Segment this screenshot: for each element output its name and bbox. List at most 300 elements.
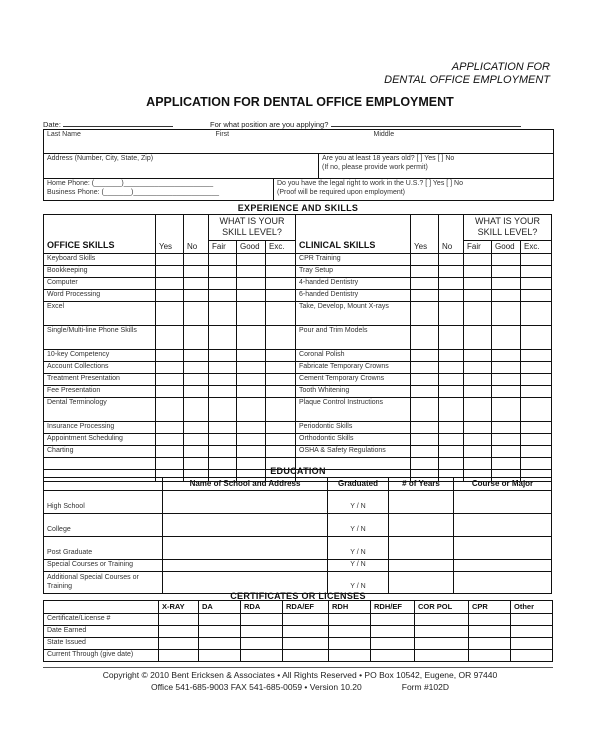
certificate-col-header: Other (511, 601, 553, 614)
education-row (44, 537, 552, 560)
office-skill-label: 10-key Competency (44, 349, 156, 361)
clinical-skill-label: 6-handed Dentistry (296, 289, 411, 301)
skill-checkbox-cell[interactable] (184, 385, 209, 397)
skill-checkbox-cell[interactable] (492, 361, 521, 373)
certificate-cell[interactable] (241, 638, 283, 650)
education-col-header: Course or Major (454, 478, 552, 491)
certificate-cell[interactable] (241, 626, 283, 638)
years-cell[interactable] (389, 571, 454, 593)
date-field[interactable] (43, 120, 173, 129)
header-line2: DENTAL OFFICE EMPLOYMENT (384, 74, 550, 86)
skill-checkbox-cell[interactable] (464, 301, 492, 325)
skill-checkbox-cell[interactable] (439, 325, 464, 349)
skill-checkbox-cell[interactable] (266, 385, 296, 397)
skill-checkbox-cell[interactable] (521, 397, 552, 421)
course-cell[interactable] (454, 560, 552, 572)
certificate-cell[interactable] (199, 614, 241, 626)
skill-checkbox-cell[interactable] (521, 349, 552, 361)
skill-checkbox-cell[interactable] (411, 385, 439, 397)
skill-checkbox-cell[interactable] (439, 253, 464, 265)
skill-checkbox-cell[interactable] (184, 433, 209, 445)
graduated-cell[interactable]: Y / N (328, 491, 389, 514)
skill-checkbox-cell[interactable] (411, 445, 439, 457)
skill-checkbox-cell[interactable] (237, 253, 266, 265)
skill-checkbox-cell[interactable] (464, 361, 492, 373)
business-phone: Business Phone: (_______)______________________ (47, 188, 220, 196)
certificate-cell[interactable] (159, 638, 199, 650)
education-col-header: Name of School and Address (163, 478, 328, 491)
skill-checkbox-cell[interactable] (464, 433, 492, 445)
certificate-cell[interactable] (371, 614, 415, 626)
certificate-cell[interactable] (415, 638, 469, 650)
skill-checkbox-cell[interactable] (492, 253, 521, 265)
clinical-skill-label: Periodontic Skills (296, 421, 411, 433)
skill-checkbox-cell[interactable] (492, 277, 521, 289)
clinical-skill-label: Fabricate Temporary Crowns (296, 361, 411, 373)
skill-checkbox-cell[interactable] (184, 421, 209, 433)
education-row (44, 491, 552, 514)
no-header: No (439, 215, 464, 254)
clinical-skill-label: Pour and Trim Models (296, 325, 411, 349)
skill-checkbox-cell[interactable] (184, 289, 209, 301)
skill-checkbox-cell[interactable] (492, 373, 521, 385)
skill-checkbox-cell[interactable] (237, 265, 266, 277)
certificate-cell[interactable] (283, 650, 329, 662)
skill-checkbox-cell[interactable] (184, 265, 209, 277)
page-title: APPLICATION FOR DENTAL OFFICE EMPLOYMENT (146, 95, 454, 109)
skill-checkbox-cell[interactable] (156, 277, 184, 289)
skill-row (44, 373, 552, 385)
skill-checkbox-cell[interactable] (492, 265, 521, 277)
education-level-label: High School (44, 491, 163, 514)
certificate-row (44, 638, 553, 650)
office-skill-label: Dental Terminology (44, 397, 156, 421)
certificate-col-header: DA (199, 601, 241, 614)
certificate-col-header: COR POL (415, 601, 469, 614)
skill-checkbox-cell[interactable] (464, 421, 492, 433)
office-skill-label: Appointment Scheduling (44, 433, 156, 445)
skill-checkbox-cell[interactable] (156, 361, 184, 373)
skill-checkbox-cell[interactable] (411, 433, 439, 445)
skill-checkbox-cell[interactable] (209, 289, 237, 301)
certificate-cell[interactable] (329, 650, 371, 662)
school-name-cell[interactable] (163, 571, 328, 593)
skill-checkbox-cell[interactable] (411, 265, 439, 277)
skill-checkbox-cell[interactable] (209, 253, 237, 265)
personal-info-table (43, 129, 554, 201)
middle-name-label: Middle (373, 131, 395, 138)
address-field[interactable]: Address (Number, City, State, Zip) (44, 154, 319, 179)
skill-checkbox-cell[interactable] (237, 301, 266, 325)
skill-checkbox-cell[interactable] (439, 301, 464, 325)
skill-row (44, 349, 552, 361)
skill-checkbox-cell[interactable] (156, 253, 184, 265)
certificate-cell[interactable] (199, 650, 241, 662)
skill-checkbox-cell[interactable] (266, 361, 296, 373)
skill-checkbox-cell[interactable] (237, 373, 266, 385)
skill-checkbox-cell[interactable] (156, 265, 184, 277)
skill-checkbox-cell[interactable] (439, 349, 464, 361)
certificate-cell[interactable] (199, 626, 241, 638)
certificate-cell[interactable] (371, 638, 415, 650)
skill-checkbox-cell[interactable] (492, 445, 521, 457)
education-level-label: College (44, 514, 163, 537)
course-cell[interactable] (454, 514, 552, 537)
skill-checkbox-cell[interactable] (184, 277, 209, 289)
certificate-cell[interactable] (511, 638, 553, 650)
good-header: Good (492, 240, 521, 253)
skill-checkbox-cell[interactable] (209, 349, 237, 361)
education-header-row (44, 478, 552, 491)
education-table (43, 477, 552, 594)
course-cell[interactable] (454, 537, 552, 560)
skill-checkbox-cell[interactable] (439, 361, 464, 373)
certificate-row (44, 626, 553, 638)
position-field[interactable] (210, 120, 521, 129)
skill-checkbox-cell[interactable] (521, 361, 552, 373)
skill-checkbox-cell[interactable] (411, 253, 439, 265)
skill-checkbox-cell[interactable] (266, 265, 296, 277)
skill-checkbox-cell[interactable] (156, 445, 184, 457)
school-name-cell[interactable] (163, 491, 328, 514)
clinical-skill-label: Take, Develop, Mount X-rays (296, 301, 411, 325)
office-skill-label: Charting (44, 445, 156, 457)
skill-checkbox-cell[interactable] (439, 397, 464, 421)
skill-checkbox-cell[interactable] (439, 433, 464, 445)
skill-checkbox-cell[interactable] (156, 325, 184, 349)
age-note: (If no, please provide work permit) (322, 163, 428, 171)
skill-checkbox-cell[interactable] (521, 385, 552, 397)
skill-checkbox-cell[interactable] (411, 397, 439, 421)
office-skill-label: Fee Presentation (44, 385, 156, 397)
certificate-cell[interactable] (283, 614, 329, 626)
certificate-cell[interactable] (329, 614, 371, 626)
clinical-skill-label: Tooth Whitening (296, 385, 411, 397)
certificate-col-header: RDA (241, 601, 283, 614)
certificate-cell[interactable] (469, 626, 511, 638)
skill-checkbox-cell[interactable] (411, 373, 439, 385)
clinical-skill-label: Cement Temporary Crowns (296, 373, 411, 385)
skill-checkbox-cell[interactable] (521, 373, 552, 385)
certificate-cell[interactable] (371, 650, 415, 662)
skill-checkbox-cell[interactable] (521, 265, 552, 277)
skill-checkbox-cell[interactable] (521, 421, 552, 433)
clinical-skill-label: Coronal Polish (296, 349, 411, 361)
skill-checkbox-cell[interactable] (492, 421, 521, 433)
age-question[interactable] (319, 154, 554, 179)
certificate-cell[interactable] (241, 650, 283, 662)
skill-checkbox-cell[interactable] (266, 349, 296, 361)
skill-checkbox-cell[interactable] (521, 277, 552, 289)
skill-checkbox-cell[interactable] (156, 397, 184, 421)
skill-checkbox-cell[interactable] (492, 325, 521, 349)
age-q: Are you at least 18 years old? [ ] Yes [ ] No (322, 155, 455, 162)
certificate-cell[interactable] (415, 626, 469, 638)
position-label: For what position are you applying? (210, 120, 329, 129)
skill-checkbox-cell[interactable] (266, 433, 296, 445)
skill-checkbox-cell[interactable] (237, 445, 266, 457)
education-col-header: # of Years (389, 478, 454, 491)
skill-checkbox-cell[interactable] (184, 445, 209, 457)
skill-checkbox-cell[interactable] (237, 277, 266, 289)
skill-checkbox-cell[interactable] (266, 421, 296, 433)
certificate-col-header: RDH/EF (371, 601, 415, 614)
yes-header: Yes (411, 215, 439, 254)
certificate-cell[interactable] (415, 614, 469, 626)
certificate-cell[interactable] (283, 626, 329, 638)
years-cell[interactable] (389, 560, 454, 572)
skill-checkbox-cell[interactable] (492, 301, 521, 325)
skill-checkbox-cell[interactable] (464, 445, 492, 457)
certificate-row (44, 650, 553, 662)
skill-checkbox-cell[interactable] (411, 277, 439, 289)
skill-checkbox-cell[interactable] (237, 361, 266, 373)
certificate-row-label: Date Earned (44, 626, 159, 638)
skill-checkbox-cell[interactable] (464, 325, 492, 349)
education-col-header (44, 478, 163, 491)
skill-checkbox-cell[interactable] (492, 289, 521, 301)
clinical-skill-label: CPR Training (296, 253, 411, 265)
skill-checkbox-cell[interactable] (156, 301, 184, 325)
skill-checkbox-cell[interactable] (209, 265, 237, 277)
skill-checkbox-cell[interactable] (411, 361, 439, 373)
office-skills-header: OFFICE SKILLS (44, 215, 156, 254)
clinical-skill-label: Tray Setup (296, 265, 411, 277)
footer-copyright: Copyright © 2010 Bent Ericksen & Associates • All Rights Reserved • PO Box 10542, Eugene, OR 97440 (102, 670, 498, 680)
clinical-skill-label: Plaque Control Instructions (296, 397, 411, 421)
skill-checkbox-cell[interactable] (237, 349, 266, 361)
skill-row (44, 385, 552, 397)
phone-fields[interactable] (44, 179, 274, 201)
certificate-cell[interactable] (329, 638, 371, 650)
skill-checkbox-cell[interactable] (492, 397, 521, 421)
education-row (44, 560, 552, 572)
name-field[interactable] (44, 130, 554, 154)
skill-checkbox-cell[interactable] (209, 301, 237, 325)
skill-row (44, 361, 552, 373)
skill-checkbox-cell[interactable] (439, 265, 464, 277)
skill-checkbox-cell[interactable] (209, 397, 237, 421)
certificate-cell[interactable] (241, 614, 283, 626)
skill-checkbox-cell[interactable] (464, 349, 492, 361)
office-skill-label: Insurance Processing (44, 421, 156, 433)
graduated-cell[interactable]: Y / N (328, 560, 389, 572)
skill-checkbox-cell[interactable] (521, 445, 552, 457)
skill-checkbox-cell[interactable] (156, 289, 184, 301)
certificate-cell[interactable] (283, 638, 329, 650)
certificate-cell[interactable] (159, 626, 199, 638)
skill-checkbox-cell[interactable] (464, 265, 492, 277)
certificate-cell[interactable] (511, 650, 553, 662)
education-level-label: Special Courses or Training (44, 560, 163, 572)
skill-checkbox-cell[interactable] (411, 349, 439, 361)
certificate-col-header: RDA/EF (283, 601, 329, 614)
certificate-cell[interactable] (371, 626, 415, 638)
education-row (44, 571, 552, 593)
skill-checkbox-cell[interactable] (464, 397, 492, 421)
skill-checkbox-cell[interactable] (439, 421, 464, 433)
skill-checkbox-cell[interactable] (156, 421, 184, 433)
certificate-col-header: CPR (469, 601, 511, 614)
certificate-cell[interactable] (415, 650, 469, 662)
legal-q: Do you have the legal right to work in the U.S.? [ ] Yes [ ] No (277, 180, 463, 187)
skill-checkbox-cell[interactable] (156, 373, 184, 385)
skill-checkbox-cell[interactable] (521, 301, 552, 325)
certificates-heading: CERTIFICATES OR LICENSES (230, 591, 366, 601)
skill-checkbox-cell[interactable] (464, 385, 492, 397)
skill-checkbox-cell[interactable] (266, 301, 296, 325)
graduated-cell[interactable]: Y / N (328, 537, 389, 560)
skill-checkbox-cell[interactable] (237, 397, 266, 421)
no-header: No (184, 215, 209, 254)
skill-row (44, 397, 552, 421)
education-heading: EDUCATION (270, 466, 326, 476)
skill-checkbox-cell[interactable] (209, 385, 237, 397)
skill-checkbox-cell[interactable] (209, 445, 237, 457)
good-header: Good (237, 240, 266, 253)
course-cell[interactable] (454, 571, 552, 593)
school-name-cell[interactable] (163, 537, 328, 560)
certificate-cell[interactable] (511, 614, 553, 626)
skill-checkbox-cell[interactable] (156, 433, 184, 445)
yes-header: Yes (156, 215, 184, 254)
skill-checkbox-cell[interactable] (266, 397, 296, 421)
certificate-cell[interactable] (511, 626, 553, 638)
exc-header: Exc. (521, 240, 552, 253)
course-cell[interactable] (454, 491, 552, 514)
skill-checkbox-cell[interactable] (184, 349, 209, 361)
skill-checkbox-cell[interactable] (411, 301, 439, 325)
certificate-row-label: State Issued (44, 638, 159, 650)
skill-checkbox-cell[interactable] (266, 445, 296, 457)
skill-checkbox-cell[interactable] (156, 349, 184, 361)
certificate-cell[interactable] (469, 614, 511, 626)
skill-checkbox-cell[interactable] (237, 421, 266, 433)
certificate-cell[interactable] (199, 638, 241, 650)
office-skill-label: Bookkeeping (44, 265, 156, 277)
skills-table (43, 214, 552, 482)
skill-checkbox-cell[interactable] (184, 325, 209, 349)
legal-question[interactable] (274, 179, 554, 201)
graduated-cell[interactable]: Y / N (328, 514, 389, 537)
skill-checkbox-cell[interactable] (237, 385, 266, 397)
footer-divider (43, 667, 553, 668)
skill-checkbox-cell[interactable] (209, 421, 237, 433)
graduated-cell[interactable]: Y / N (328, 571, 389, 593)
skill-checkbox-cell[interactable] (184, 301, 209, 325)
skill-row (44, 301, 552, 325)
certificates-table (43, 600, 553, 662)
skill-checkbox-cell[interactable] (521, 253, 552, 265)
certificate-cell[interactable] (159, 650, 199, 662)
skill-checkbox-cell[interactable] (521, 433, 552, 445)
clinical-skill-label: OSHA & Safety Regulations (296, 445, 411, 457)
skill-checkbox-cell[interactable] (266, 325, 296, 349)
office-skill-label: Word Processing (44, 289, 156, 301)
skill-checkbox-cell[interactable] (209, 361, 237, 373)
education-level-label: Additional Special Courses or Training (44, 571, 163, 593)
skill-checkbox-cell[interactable] (237, 289, 266, 301)
skill-checkbox-cell[interactable] (464, 373, 492, 385)
skill-checkbox-cell[interactable] (266, 277, 296, 289)
date-label: Date: (43, 120, 61, 129)
skill-checkbox-cell[interactable] (439, 277, 464, 289)
skill-checkbox-cell[interactable] (209, 373, 237, 385)
skill-checkbox-cell[interactable] (521, 289, 552, 301)
certificate-cell[interactable] (469, 650, 511, 662)
skill-checkbox-cell[interactable] (411, 325, 439, 349)
certificate-col-header (44, 601, 159, 614)
certificate-cell[interactable] (329, 626, 371, 638)
skill-row (44, 433, 552, 445)
years-cell[interactable] (389, 537, 454, 560)
skill-checkbox-cell[interactable] (439, 289, 464, 301)
skill-checkbox-cell[interactable] (237, 433, 266, 445)
skill-checkbox-cell[interactable] (492, 433, 521, 445)
education-row (44, 514, 552, 537)
education-col-header: Graduated (328, 478, 389, 491)
years-cell[interactable] (389, 514, 454, 537)
skill-checkbox-cell[interactable] (184, 253, 209, 265)
skill-checkbox-cell[interactable] (492, 385, 521, 397)
legal-note: (Proof will be required upon employment) (277, 188, 406, 196)
office-skill-label: Account Collections (44, 361, 156, 373)
office-skill-label: Excel (44, 301, 156, 325)
certificate-col-header: X-RAY (159, 601, 199, 614)
skill-checkbox-cell[interactable] (439, 385, 464, 397)
skill-row (44, 265, 552, 277)
skill-checkbox-cell[interactable] (464, 253, 492, 265)
years-cell[interactable] (389, 491, 454, 514)
footer-contact (0, 682, 600, 692)
home-phone: Home Phone: (_______)_______________________ (47, 180, 214, 187)
skill-checkbox-cell[interactable] (156, 385, 184, 397)
fair-header: Fair (209, 240, 237, 253)
skill-checkbox-cell[interactable] (184, 361, 209, 373)
skill-checkbox-cell[interactable] (209, 433, 237, 445)
skill-checkbox-cell[interactable] (266, 253, 296, 265)
experience-heading: EXPERIENCE AND SKILLS (237, 203, 359, 213)
certificate-row-label: Current Through (give date) (44, 650, 159, 662)
school-name-cell[interactable] (163, 514, 328, 537)
skill-checkbox-cell[interactable] (209, 277, 237, 289)
skill-checkbox-cell[interactable] (209, 325, 237, 349)
school-name-cell[interactable] (163, 560, 328, 572)
skill-checkbox-cell[interactable] (492, 349, 521, 361)
skill-checkbox-cell[interactable] (464, 277, 492, 289)
skill-checkbox-cell[interactable] (439, 445, 464, 457)
education-level-label: Post Graduate (44, 537, 163, 560)
skill-checkbox-cell[interactable] (411, 289, 439, 301)
skill-row (44, 445, 552, 457)
skill-checkbox-cell[interactable] (464, 289, 492, 301)
exc-header: Exc. (266, 240, 296, 253)
skill-row (44, 421, 552, 433)
skill-checkbox-cell[interactable] (184, 373, 209, 385)
certificate-cell[interactable] (159, 614, 199, 626)
office-skill-label: Treatment Presentation (44, 373, 156, 385)
skill-row (44, 253, 552, 265)
skill-checkbox-cell[interactable] (521, 325, 552, 349)
skill-checkbox-cell[interactable] (439, 373, 464, 385)
certificate-cell[interactable] (469, 638, 511, 650)
skill-checkbox-cell[interactable] (237, 325, 266, 349)
skill-checkbox-cell[interactable] (411, 421, 439, 433)
skill-checkbox-cell[interactable] (266, 373, 296, 385)
skill-checkbox-cell[interactable] (266, 289, 296, 301)
skill-checkbox-cell[interactable] (184, 397, 209, 421)
skill-row (44, 289, 552, 301)
